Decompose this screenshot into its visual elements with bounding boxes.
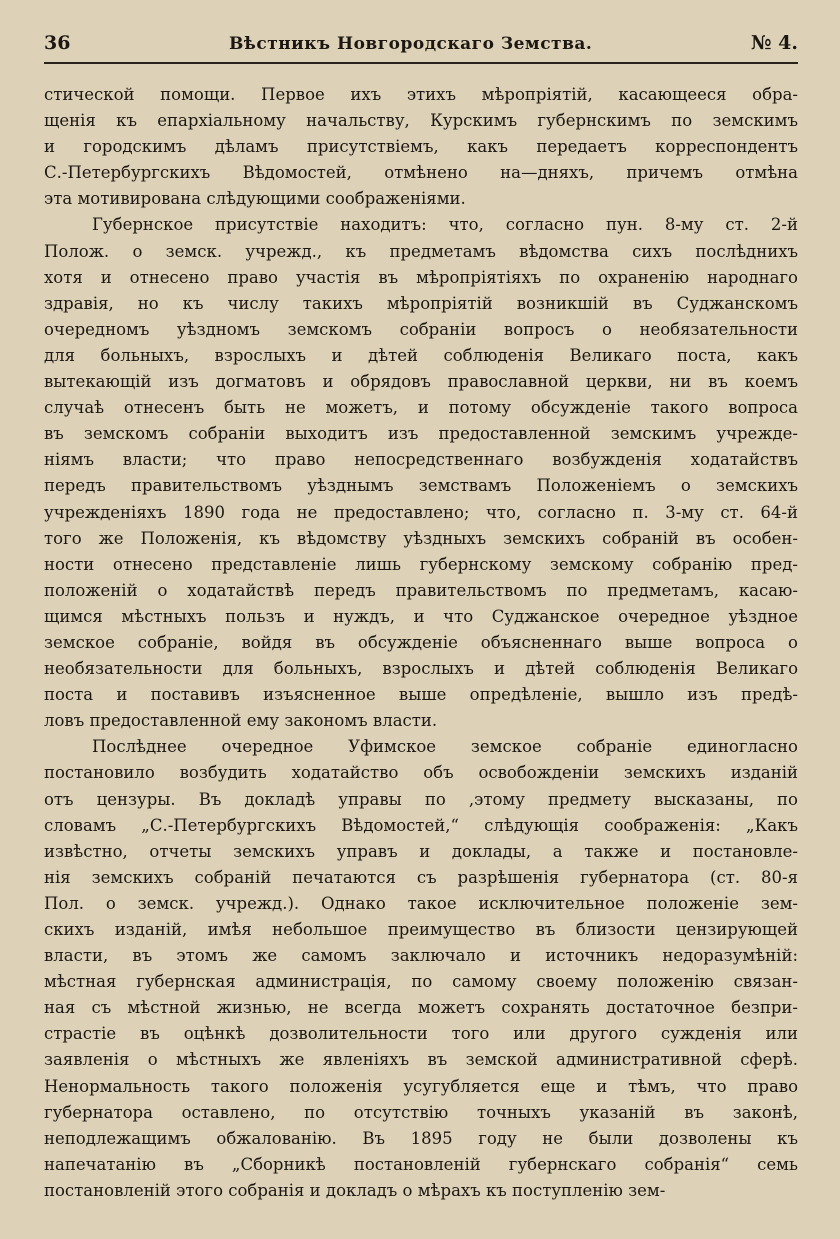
text-line: передъ правительствомъ уѣзднымъ земствамъ Положеніемъ о земскихъ xyxy=(44,476,798,496)
text-line: власти, въ этомъ же самомъ заключало и источникъ недоразумѣній: xyxy=(44,946,798,966)
text-line: хотя и отнесено право участія въ мѣропріятіяхъ по охраненію народнаго xyxy=(44,267,798,287)
text-line: мѣстная губернская администрація, по самому своему положенію связан- xyxy=(44,972,798,992)
journal-title: Вѣстникъ Новгородскаго Земства. xyxy=(229,34,593,54)
text-line: положеній о ходатайствѣ передъ правительствомъ по предметамъ, касаю- xyxy=(44,580,798,600)
text-line: земское собраніе, войдя въ обсужденіе объясненнаго выше вопроса о xyxy=(44,632,798,652)
text-line: и городскимъ дѣламъ присутствіемъ, какъ передаетъ корреспондентъ xyxy=(44,137,798,157)
text-line: ловъ предоставленной ему закономъ власти. xyxy=(44,711,438,731)
text-line: постановленій этого собранія и докладъ о мѣрахъ къ поступленію зем- xyxy=(44,1180,666,1200)
text-line: ности отнесено представленіе лишь губернскому земскому собранію пред- xyxy=(44,554,798,574)
text-line: неподлежащимъ обжалованію. Въ 1895 году не были дозволены къ xyxy=(44,1128,798,1148)
header-rule xyxy=(44,62,798,64)
text-line: Пол. о земск. учрежд.). Однако такое исключительное положеніе зем- xyxy=(44,893,798,913)
page-number: 36 xyxy=(44,32,71,54)
running-header xyxy=(44,32,798,60)
text-line: отъ цензуры. Въ докладѣ управы по ,этому предмету высказаны, по xyxy=(44,789,798,809)
text-line: случаѣ отнесенъ быть не можетъ, и потому обсужденіе такого вопроса xyxy=(44,398,798,418)
text-line: поста и поставивъ изъясненное выше опредѣленіе, вышло изъ предѣ- xyxy=(44,685,798,705)
text-line: словамъ „С.-Петербургскихъ Вѣдомостей,“ слѣдующія соображенія: „Какъ xyxy=(44,815,798,835)
text-line: для больныхъ, взрослыхъ и дѣтей соблюденія Великаго поста, какъ xyxy=(44,345,798,365)
text-line: эта мотивирована слѣдующими соображеніями. xyxy=(44,189,466,209)
paragraph xyxy=(44,82,798,212)
text-line: Ненормальность такого положенія усугубляется еще и тѣмъ, что право xyxy=(44,1076,798,1096)
text-line: страстіе въ оцѣнкѣ дозволительности того или другого сужденія или xyxy=(44,1024,798,1044)
text-line: ная съ мѣстной жизнью, не всегда можетъ сохранять достаточное безпри- xyxy=(44,998,798,1018)
paragraph xyxy=(44,212,798,734)
issue-number: № 4. xyxy=(750,32,798,54)
text-line: скихъ изданій, имѣя небольшое преимущество въ близости цензирующей xyxy=(44,920,798,939)
text-line: очередномъ уѣздномъ земскомъ собраніи вопросъ о необязательности xyxy=(44,319,798,339)
text-line: постановило возбудить ходатайство объ освобожденіи земскихъ изданій xyxy=(44,763,798,783)
text-line: губернатора оставлено, по отсутствію точныхъ указаній въ законѣ, xyxy=(44,1102,798,1122)
text-line: Губернское присутствіе находитъ: что, согласно пун. 8-му ст. 2-й xyxy=(92,215,798,235)
text-line: нія земскихъ собраній печатаются съ разрѣшенія губернатора (ст. 80-я xyxy=(44,867,798,887)
text-line: того же Положенія, къ вѣдомству уѣздныхъ земскихъ собраній въ особен- xyxy=(44,528,798,548)
text-line: ніямъ власти; что право непосредственнаго возбужденія ходатайствъ xyxy=(44,450,798,470)
text-line: извѣстно, отчеты земскихъ управъ и доклады, а также и постановле- xyxy=(44,841,798,861)
text-line: здравія, но къ числу такихъ мѣропріятій возникшій въ Суджанскомъ xyxy=(44,293,798,313)
text-line: необязательности для больныхъ, взрослыхъ и дѣтей соблюденія Великаго xyxy=(44,659,798,679)
text-line: въ земскомъ собраніи выходитъ изъ предоставленной земскимъ учрежде- xyxy=(44,424,798,444)
text-line: напечатанію въ „Сборникѣ постановленій губернскаго собранія“ семь xyxy=(44,1154,798,1174)
paragraph xyxy=(44,734,798,1204)
body-text xyxy=(44,82,798,1204)
text-line: учрежденіяхъ 1890 года не предоставлено; что, согласно п. 3-му ст. 64-й xyxy=(44,502,798,522)
text-line: щенія къ епархіальному начальству, Курскимъ губернскимъ по земскимъ xyxy=(44,111,798,131)
text-line: вытекающій изъ догматовъ и обрядовъ православной церкви, ни въ коемъ xyxy=(44,372,798,392)
text-line: С.-Петербургскихъ Вѣдомостей, отмѣнено на—дняхъ, причемъ отмѣна xyxy=(44,163,798,183)
text-line: Полож. о земск. учрежд., къ предметамъ вѣдомства сихъ послѣднихъ xyxy=(44,241,798,261)
text-line: щимся мѣстныхъ пользъ и нуждъ, и что Суджанское очередное уѣздное xyxy=(44,606,798,626)
text-line: Послѣднее очередное Уфимское земское собраніе единогласно xyxy=(92,737,798,757)
text-line: заявленія о мѣстныхъ же явленіяхъ въ земской административной сферѣ. xyxy=(44,1050,798,1070)
text-line: стической помощи. Первое ихъ этихъ мѣропріятій, касающееся обра- xyxy=(44,85,798,104)
